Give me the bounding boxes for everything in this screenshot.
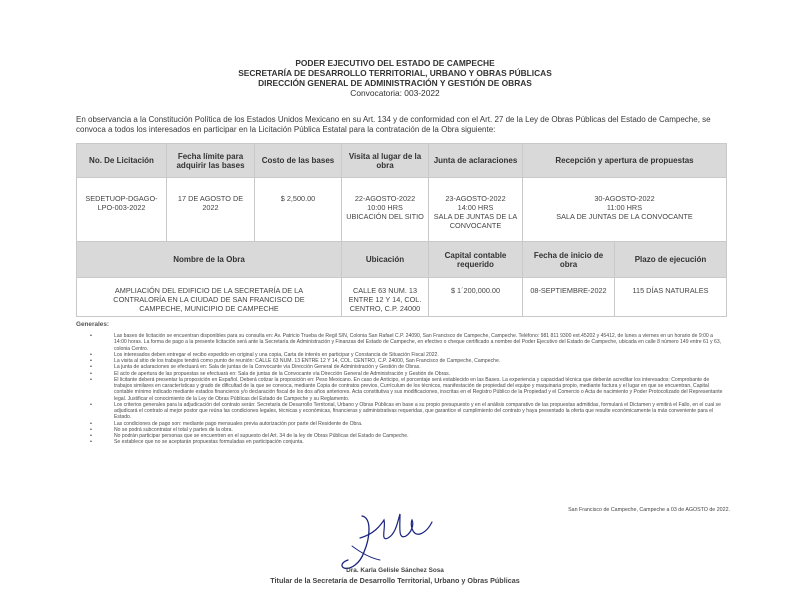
cell-visita: 22-AGOSTO-2022 10:00 HRS UBICACIÓN DEL SITIO: [342, 178, 429, 242]
header-line-1: PODER EJECUTIVO DEL ESTADO DE CAMPECHE: [295, 58, 495, 68]
col-header-fecha-inicio: Fecha de inicio de obra: [523, 242, 615, 278]
cell-recepcion: 30-AGOSTO-2022 11:00 HRS SALA DE JUNTAS DE LA CONVOCANTE: [523, 178, 727, 242]
obra-table-header-row: [77, 242, 727, 278]
obra-table-row: [77, 278, 727, 317]
col-header-ubicacion: Ubicación: [342, 242, 429, 278]
obra-table: [76, 241, 727, 317]
generales-list: [84, 333, 724, 446]
col-header-no-licitacion: No. De Licitación: [77, 144, 167, 178]
generales-item: • Se establece que no se aceptarán propuestas formuladas en participación conjunta.: [84, 439, 724, 445]
convocatoria-number: Convocatoria: 003-2022: [350, 88, 440, 98]
signatory-name: Dra. Karla Gelisle Sánchez Sosa: [346, 567, 444, 574]
cell-costo-bases: $ 2,500.00: [255, 178, 342, 242]
licitacion-table: [76, 143, 727, 242]
intro-paragraph: En observancia a la Constitución Política de los Estados Unidos Mexicano en su Art. 134 y de conformidad con el Art. 27 de la Ley de Obras Públicas del Estado de Campeche, se convoca a todos los interesados en participar en la Licitación Pública Estatal para la contratación de la Obra siguiente:: [76, 115, 711, 134]
generales-item: • La junta de aclaraciones se efectuará en: Sala de juntas de la Convocante vía Dirección General de Administración y Gestión de Obras.: [84, 364, 724, 370]
col-header-fecha-limite: Fecha límite para adquirir las bases: [167, 144, 255, 178]
generales-title: Generales:: [76, 321, 110, 328]
col-header-nombre-obra: Nombre de la Obra: [77, 242, 342, 278]
document-header: [0, 58, 790, 98]
col-header-visita: Visita al lugar de la obra: [342, 144, 429, 178]
col-header-plazo: Plazo de ejecución: [615, 242, 727, 278]
header-line-2: SECRETARÍA DE DESARROLLO TERRITORIAL, URBANO Y OBRAS PÚBLICAS: [238, 68, 552, 78]
cell-fecha-inicio: 08-SEPTIEMBRE-2022: [523, 278, 615, 317]
col-header-capital: Capital contable requerido: [429, 242, 523, 278]
cell-ubicacion: CALLE 63 NUM. 13 ENTRE 12 Y 14, COL. CENTRO, C.P. 24000: [342, 278, 429, 317]
cell-capital: $ 1´200,000.00: [429, 278, 523, 317]
generales-item: • No se podrá subcontratar el total y partes de la obra.: [84, 427, 724, 433]
cell-nombre-obra: AMPLIACIÓN DEL EDIFICIO DE LA SECRETARÍA DE LA CONTRALORÍA EN LA CIUDAD DE SAN FRANCISCO DE CAMPECHE, MUNICIPIO DE CAMPECHE: [77, 278, 342, 317]
generales-item: • Las bases de licitación se encuentran disponibles para su consulta en: Av. Patricio Trueba de Regil S/N, Colonia San Rafael C.P. 24090, San Francisco de Campeche, Campeche. Teléfono: 981 811 9300 ext.45202 y 45412, de lunes a viernes en un horario de 9:00 a 14:00 horas. La forma de pago a la presente licitación será ante la Secretaría de Administración y Finanzas del Estado de Campeche, en efectivo o cheque certificado a nombre del Poder Ejecutivo del Estado de Campeche, ubicada en calle 8 número 149 entre 61 y 63, colonia Centro.: [84, 333, 724, 352]
header-line-3: DIRECCIÓN GENERAL DE ADMINISTRACIÓN Y GESTIÓN DE OBRAS: [258, 78, 532, 88]
col-header-costo-bases: Costo de las bases: [255, 144, 342, 178]
col-header-junta: Junta de aclaraciones: [429, 144, 523, 178]
generales-item: • Los interesados deben entregar el recibo expedido en original y una copia, Carta de interés en participar y Constancia de Situación Fiscal 2022.: [84, 352, 724, 358]
cell-no-licitacion: SEDETUOP-DGAGO-LPO-003-2022: [77, 178, 167, 242]
generales-item: • No podrán participar personas que se encuentren en el supuesto del Art. 34 de la ley de Obras Públicas del Estado de Campeche.: [84, 433, 724, 439]
cell-plazo: 115 DÍAS NATURALES: [615, 278, 727, 317]
cell-junta: 23-AGOSTO-2022 14:00 HRS SALA DE JUNTAS DE LA CONVOCANTE: [429, 178, 523, 242]
signatory-title: Titular de la Secretaría de Desarrollo Territorial, Urbano y Obras Públicas: [270, 576, 520, 585]
generales-item: • El acto de apertura de las propuestas se efectuará en: Sala de juntas de la Convocante vía Dirección General de Administración y Gestión de Obras.: [84, 371, 724, 377]
generales-item: • El licitante deberá presentar la proposición en Español. Deberá cotizar la proposición en: Peso Mexicano. En caso de Anticipo, el porcentaje será establecido en las Bases. La experiencia y capacidad técnica que deberán acreditar los interesados: Comprobante de trabajos similares en características y grado de dificultad de la que se convoca, mediante Copia de contratos previos, Currículum de los técnicos, manifestación de propiedad del equipo y maquinaria propio, mediante factura y el lugar en que se encuentran, Capital contable mínimo indicado mediante estados financieros y/o declaración fiscal de los dos años anteriores. Acta constitutiva y sus modificaciones, inscritas en el Registro Público de la Propiedad y el Comercio o Acta de nacimiento y Poder Protocolizado del Representante legal. Justificar el conocimiento de la Ley de Obras Públicas del Estado de Campeche y su Reglamento.: [84, 377, 724, 402]
generales-item: • La visita al sitio de los trabajos tendrá como punto de reunión: CALLE 63 NUM. 13 ENTRE 12 Y 14, COL. CENTRO, C.P. 24000, San Francisco de Campeche, Campeche.: [84, 358, 724, 364]
generales-item: • Las condiciones de pago son: mediante pago mensuales previa autorización por parte del Residente de Obra.: [84, 421, 724, 427]
place-date: San Francisco de Campeche, Campeche a 03 de AGOSTO de 2022.: [568, 507, 730, 513]
licitacion-table-header-row: [77, 144, 727, 178]
col-header-recepcion: Recepción y apertura de propuestas: [523, 144, 727, 178]
licitacion-table-row: [77, 178, 727, 242]
cell-fecha-limite: 17 DE AGOSTO DE 2022: [167, 178, 255, 242]
generales-item: • Los criterios generales para la adjudicación del contrato serán: Secretaría de Desarrollo Territorial, Urbano y Obras Públicas en base a su propio presupuesto y en el análisis comparativo de las propuestas admitidas, formulará el Dictamen y emitirá el Fallo, en el cual se adjudicará el contrato al mejor postor que reúna las condiciones legales, técnicas y económicas, financieras y administrativas requeridas, que garantice el cumplimiento del contrato y haya presentado la oferta que resulte económicamente la más conveniente para el Estado.: [84, 402, 724, 421]
